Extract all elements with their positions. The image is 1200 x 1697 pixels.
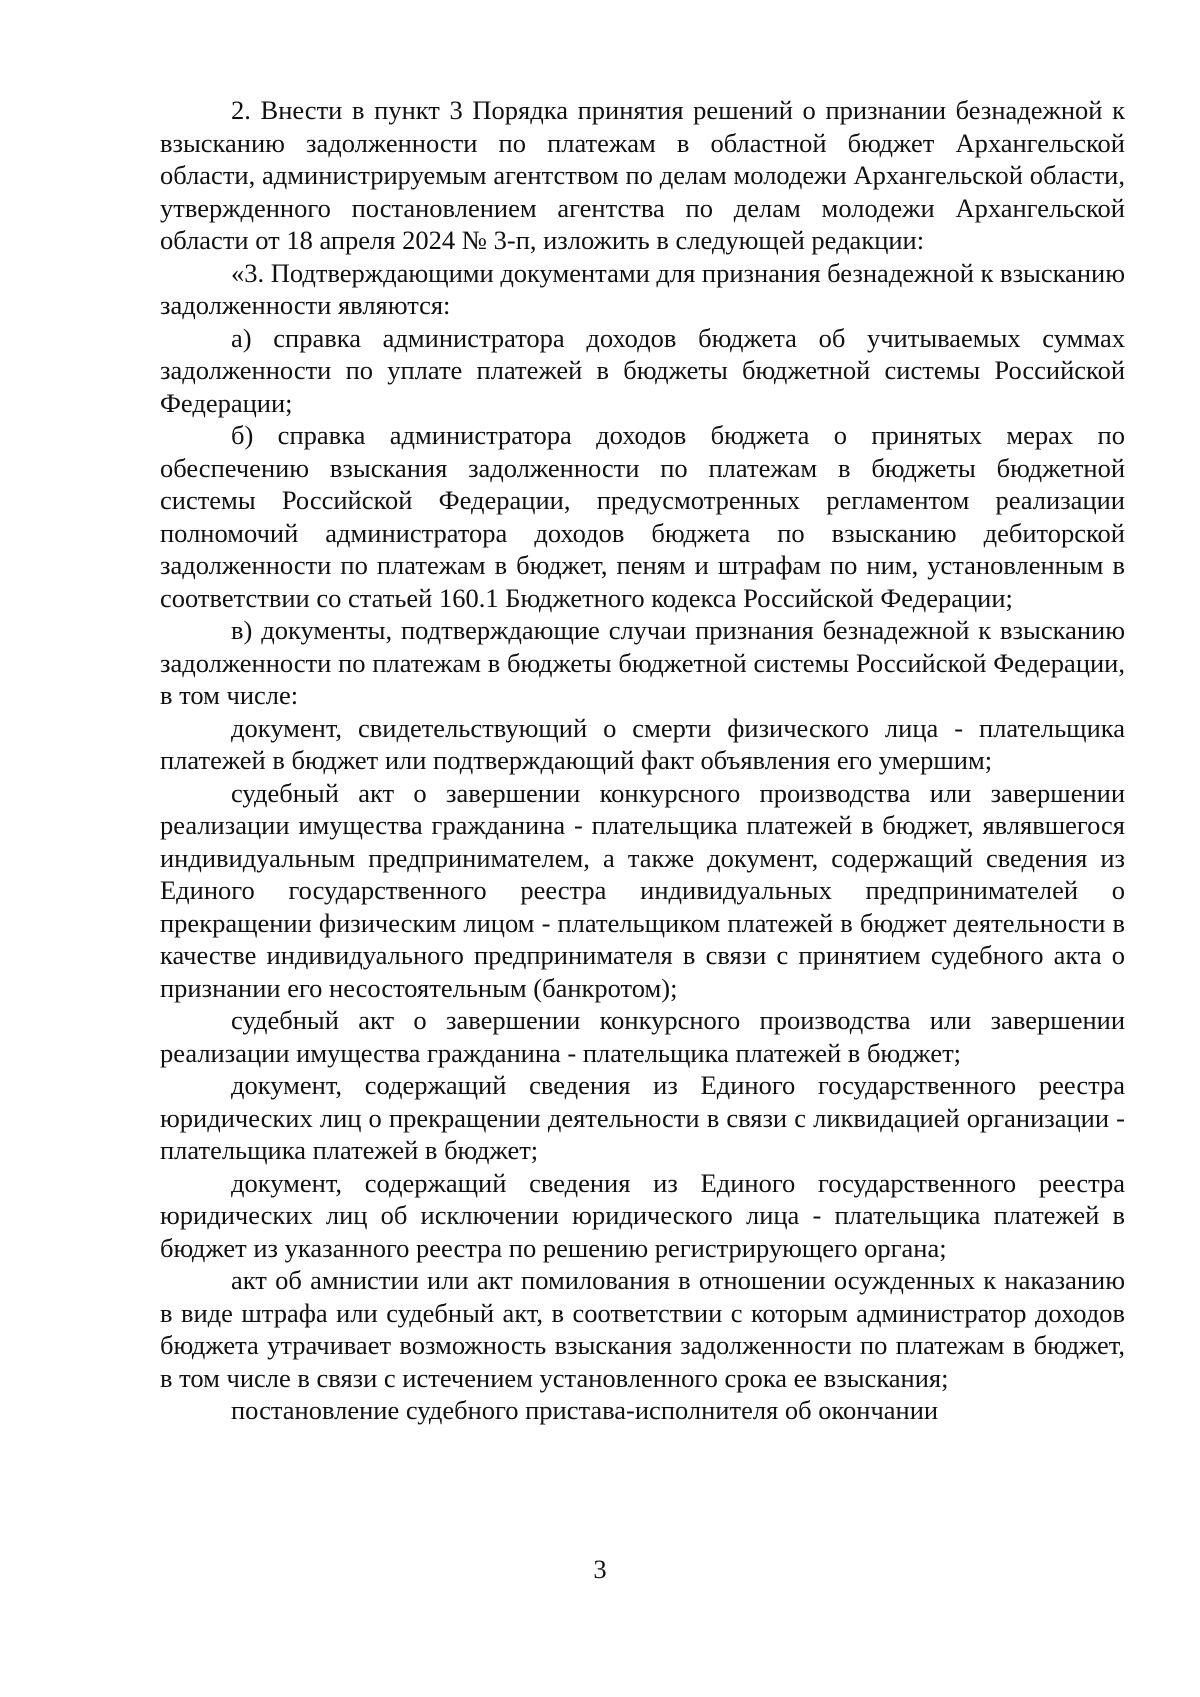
paragraph-subitem-v: в) документы, подтверждающие случаи признания безнадежной к взысканию задолженности по платежам в бюджеты бюджетной системы Российской Федерации, в том числе: xyxy=(160,615,1125,710)
paragraph-bankruptcy-citizen: судебный акт о завершении конкурсного производства или завершении реализации имущества гражданина - плательщика платежей в бюджет; xyxy=(160,1005,1125,1068)
paragraph-subitem-a: а) справка администратора доходов бюджета об учитываемых суммах задолженности по уплате платежей в бюджеты бюджетной системы Российской Федерации; xyxy=(160,322,1125,418)
paragraph-subitem-b: б) справка администратора доходов бюджета о принятых мерах по обеспечению взыскания задолженности по платежам в бюджеты бюджетной системы Российской Федерации, предусмотренных регламентом реализации полномочий администратора доходов бюджета по взысканию дебиторской задолженности по платежам в бюджет, пеням и штрафам по ним, установленным в соответствии со статьей 160.1 Бюджетного кодекса Российской Федерации; xyxy=(160,420,1125,613)
paragraph-amnesty-act: акт об амнистии или акт помилования в отношении осужденных к наказанию в виде штрафа или судебный акт, в соответствии с которым администратор доходов бюджета утрачивает возможность взыскания задолженности по платежам в бюджет, в том числе в связи с истечением установленного срока ее взыскания; xyxy=(160,1265,1125,1393)
paragraph-bankruptcy-entrepreneur: судебный акт о завершении конкурсного производства или завершении реализации имущества гражданина - плательщика платежей в бюджет, являвшегося индивидуальным предпринимателем, а также документ, содержащий сведения из Единого государственного реестра индивидуальных предпринимателей о прекращении физическим лицом - плательщиком платежей в бюджет деятельности в качестве индивидуального предпринимателя в связи с принятием судебного акта о признании его несостоятельным (банкротом); xyxy=(160,777,1125,1003)
paragraph-exclusion-from-register: документ, содержащий сведения из Единого государственного реестра юридических лиц об исключении юридического лица - плательщика платежей в бюджет из указанного реестра по решению регистрирующего органа; xyxy=(160,1167,1125,1263)
document-body xyxy=(160,94,1125,1427)
paragraph-bailiff-resolution: постановление судебного пристава-исполнителя об окончании xyxy=(231,1395,939,1425)
page-number: 3 xyxy=(593,1554,607,1584)
paragraph-liquidation: документ, содержащий сведения из Единого государственного реестра юридических лиц о прекращении деятельности в связи с ликвидацией организации - плательщика платежей в бюджет; xyxy=(160,1070,1125,1165)
paragraph-item-3-intro: «3. Подтверждающими документами для признания безнадежной к взысканию задолженности являются: xyxy=(160,257,1125,320)
paragraph-death-document: документ, свидетельствующий о смерти физического лица - плательщика платежей в бюджет или подтверждающий факт объявления его умершим; xyxy=(160,712,1125,775)
paragraph-item-2: 2. Внести в пункт 3 Порядка принятия решений о признании безнадежной к взысканию задолженности по платежам в областной бюджет Архангельской области, администрируемым агентством по делам молодежи Архангельской области, утвержденного постановлением агентства по делам молодежи Архангельской области от 18 апреля 2024 № 3-п, изложить в следующей редакции: xyxy=(160,95,1125,255)
